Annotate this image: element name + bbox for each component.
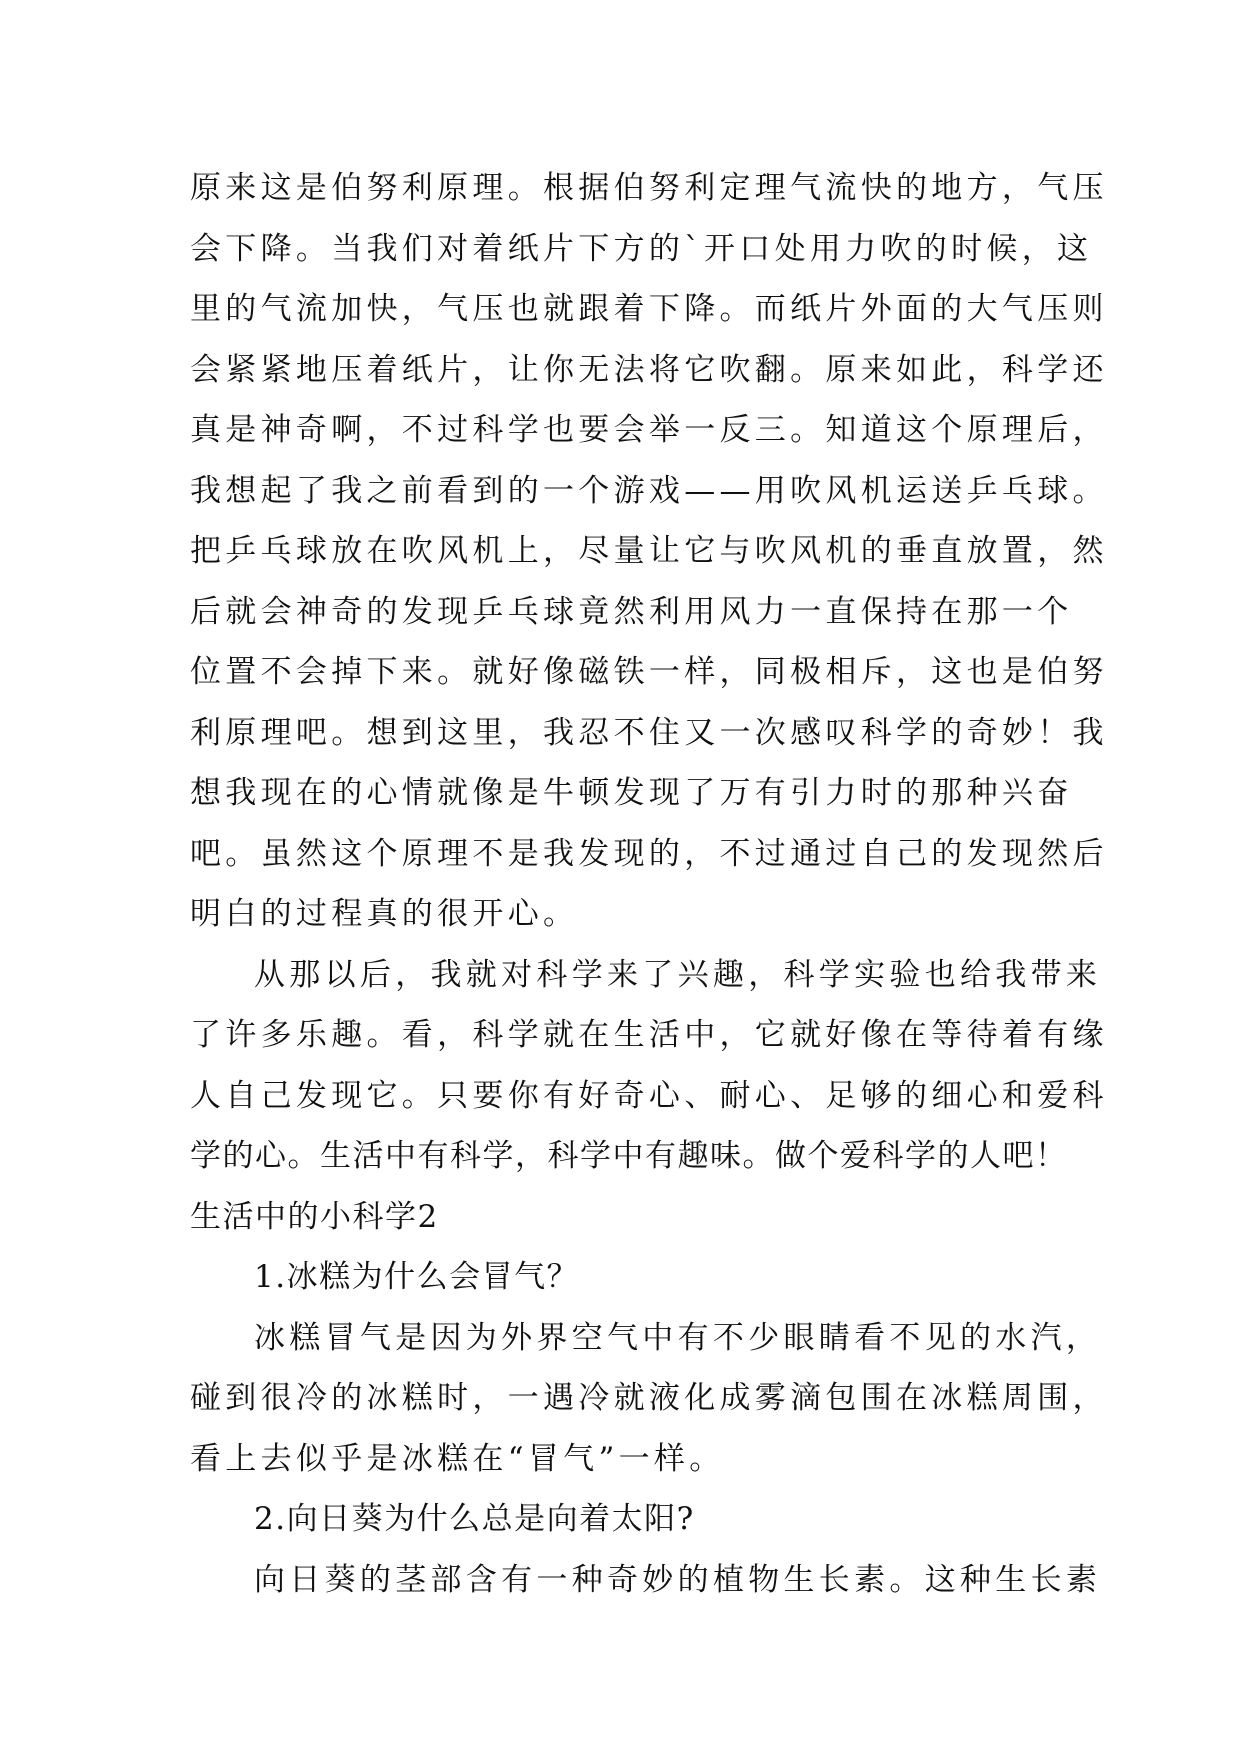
paragraph-line: 吧。虽然这个原理不是我发现的，不过通过自己的发现然后 <box>190 835 1108 872</box>
paragraph-line: 向日葵的茎部含有一种奇妙的植物生长素。这种生长素 <box>254 1561 1102 1598</box>
paragraph-line: 我想起了我之前看到的一个游戏——用吹风机运送乒乓球。 <box>190 472 1108 509</box>
question-heading: 1.冰糕为什么会冒气？ <box>254 1259 580 1295</box>
section-title: 生活中的小科学2 <box>190 1198 439 1235</box>
paragraph-line: 学的心。生活中有科学，科学中有趣味。做个爱科学的人吧！ <box>190 1138 1068 1174</box>
paragraph-line: 明白的过程真的很开心。 <box>190 896 579 932</box>
paragraph-line: 原来这是伯努利原理。根据伯努利定理气流快的地方，气压 <box>190 170 1108 206</box>
paragraph-line: 从那以后，我就对科学来了兴趣，科学实验也给我带来 <box>254 956 1102 993</box>
paragraph-line: 冰糕冒气是因为外界空气中有不少眼睛看不见的水汽， <box>254 1319 1102 1356</box>
paragraph-line: 碰到很冷的冰糕时，一遇冷就液化成雾滴包围在冰糕周围， <box>190 1380 1108 1416</box>
paragraph-line: 把乒乓球放在吹风机上，尽量让它与吹风机的垂直放置，然 <box>190 533 1108 569</box>
paragraph-line: 后就会神奇的发现乒乓球竟然利用风力一直保持在那一个 <box>190 593 1073 630</box>
paragraph-line: 位置不会掉下来。就好像磁铁一样，同极相斥，这也是伯努 <box>190 654 1108 690</box>
paragraph-line: 人自己发现它。只要你有好奇心、耐心、足够的细心和爱科 <box>190 1077 1108 1114</box>
paragraph-line: 会下降。当我们对着纸片下方的`开口处用力吹的时候，这 <box>190 230 1093 267</box>
paragraph-line: 利原理吧。想到这里，我忍不住又一次感叹科学的奇妙！我 <box>190 714 1108 751</box>
document-body <box>190 158 1108 1610</box>
question-heading: 2.向日葵为什么总是向着太阳? <box>254 1501 695 1537</box>
paragraph-line: 了许多乐趣。看，科学就在生活中，它就好像在等待着有缘 <box>190 1017 1108 1053</box>
paragraph-line: 想我现在的心情就像是牛顿发现了万有引力时的那种兴奋 <box>190 775 1073 811</box>
paragraph-line: 看上去似乎是冰糕在“冒气”一样。 <box>190 1440 725 1477</box>
paragraph-line: 会紧紧地压着纸片，让你无法将它吹翻。原来如此，科学还 <box>190 351 1108 388</box>
paragraph-line: 真是神奇啊，不过科学也要会举一反三。知道这个原理后， <box>190 412 1108 448</box>
paragraph-line: 里的气流加快，气压也就跟着下降。而纸片外面的大气压则 <box>190 291 1108 327</box>
